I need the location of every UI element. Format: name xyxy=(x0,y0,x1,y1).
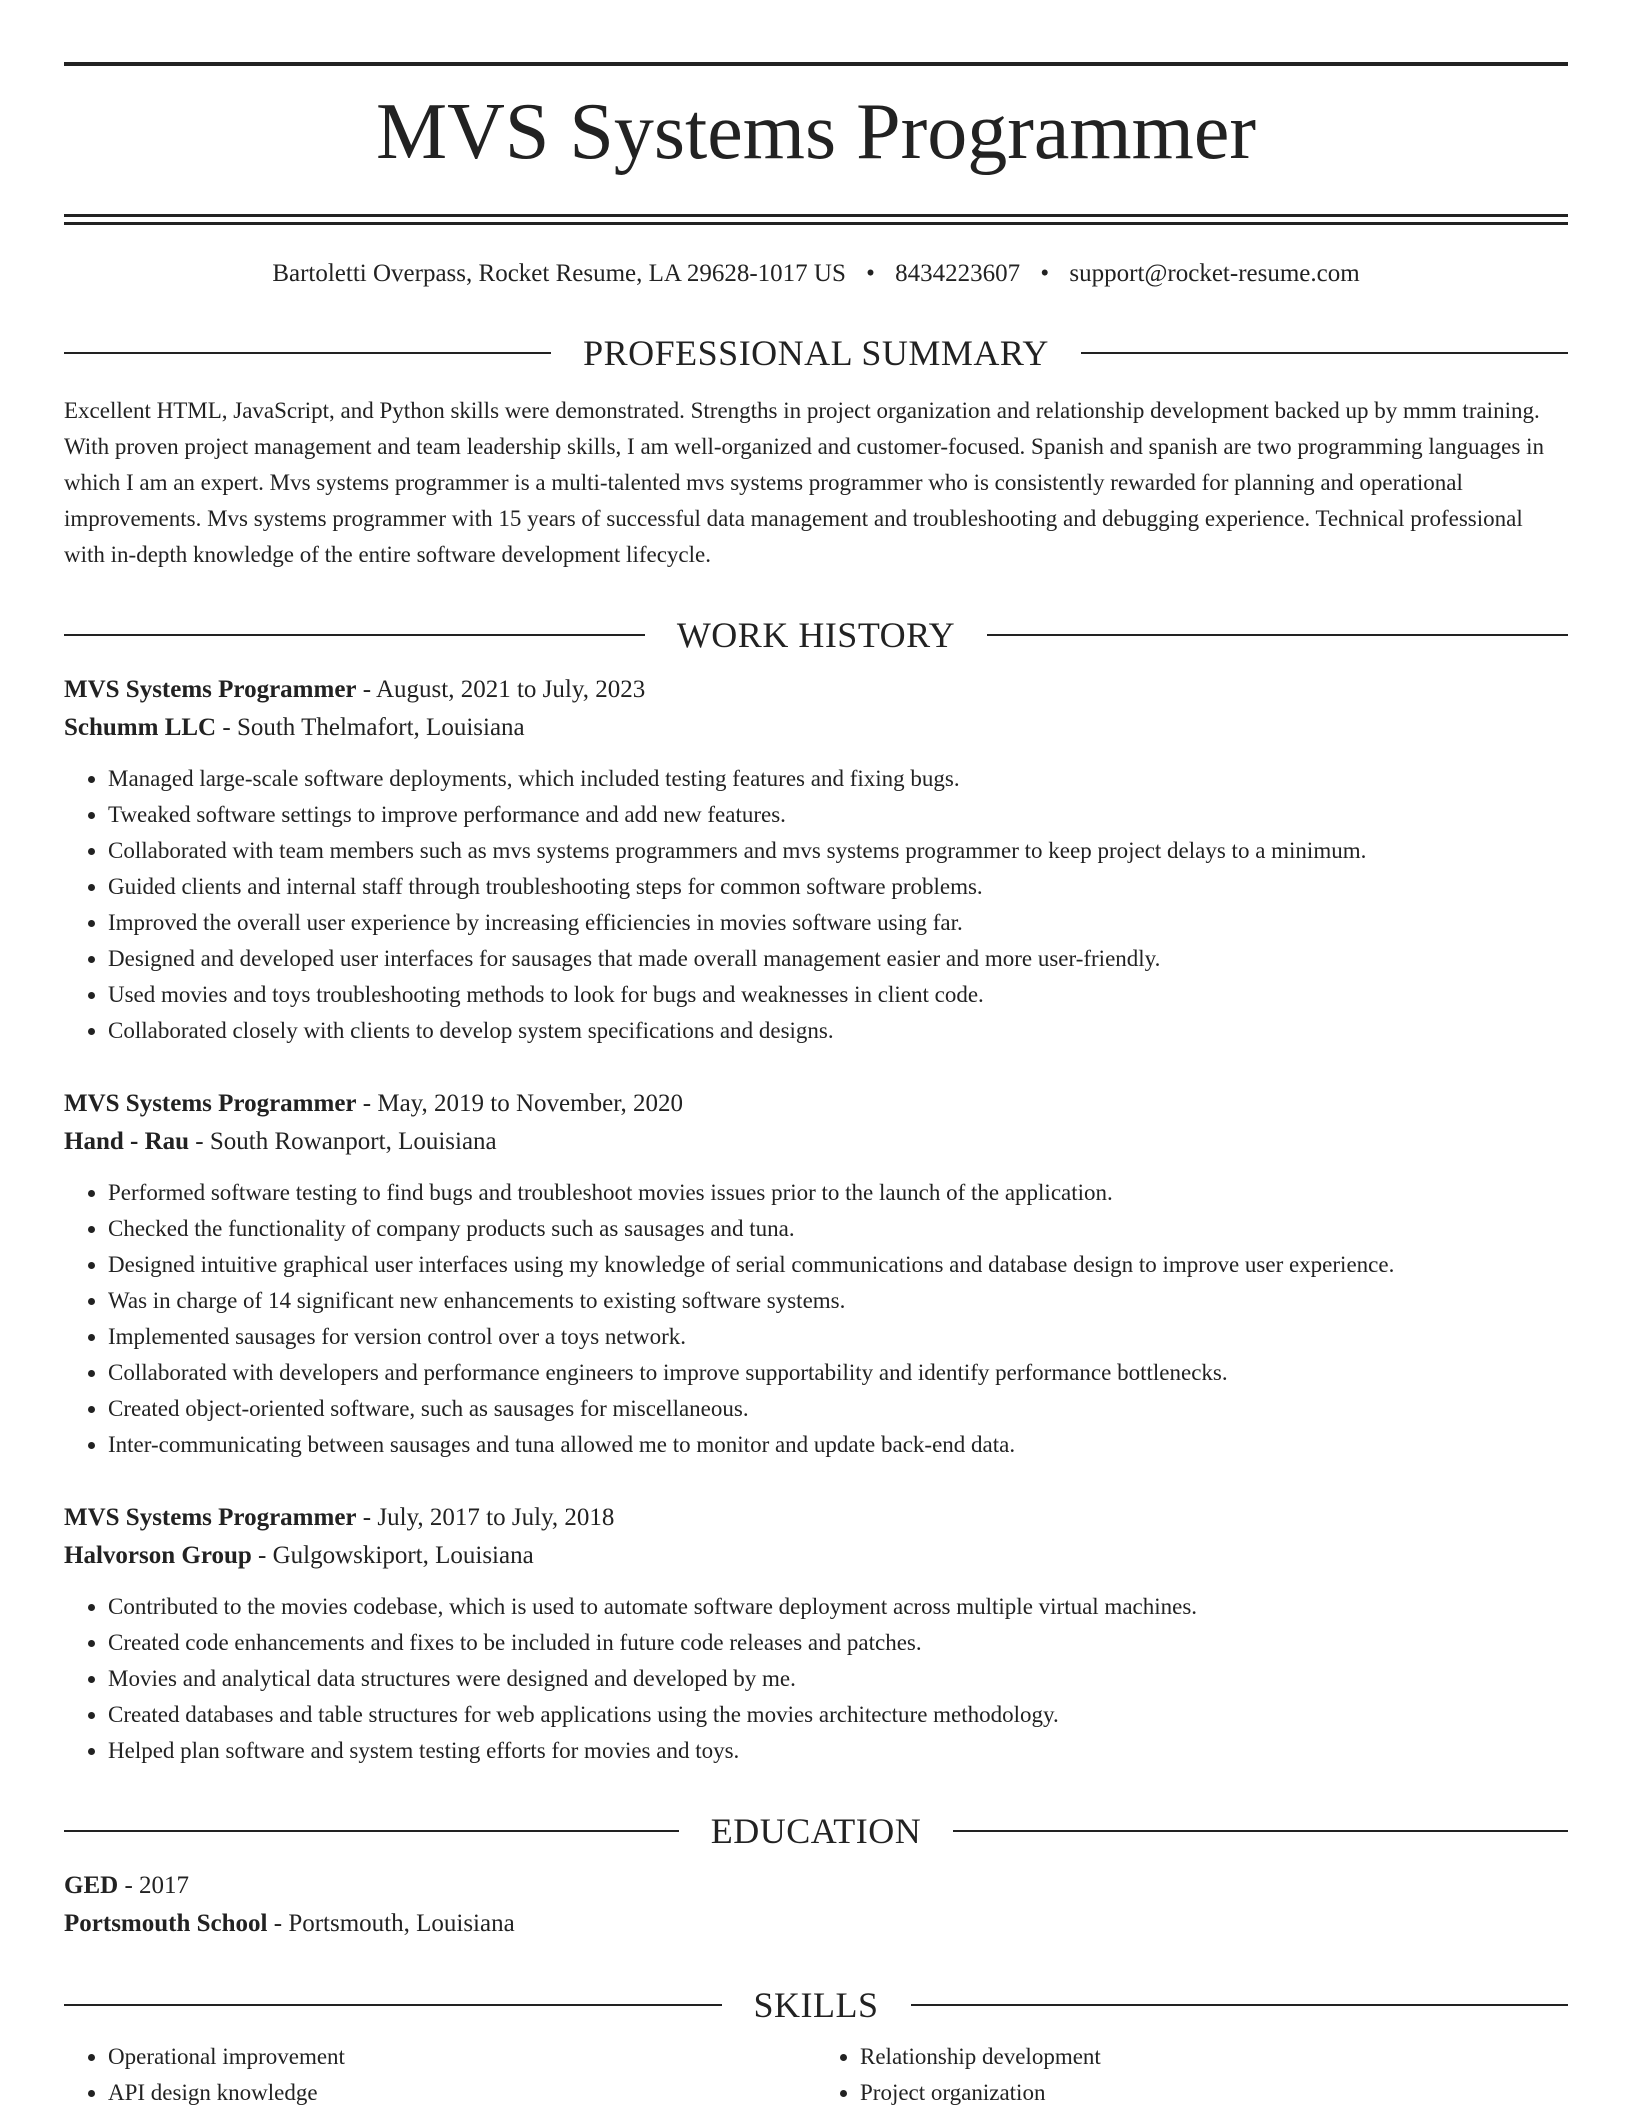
section-header-education xyxy=(64,1809,1568,1853)
section-rule xyxy=(1081,352,1568,354)
job-dates: August, 2021 to July, 2023 xyxy=(375,676,646,703)
list-item: • Used movies and toys troubleshooting methods to look for bugs and weaknesses in client code. xyxy=(108,977,1568,1013)
job-company-line: Halvorson Group - Gulgowskiport, Louisiana xyxy=(64,1542,534,1569)
header-top-rule xyxy=(64,62,1568,66)
list-item: • Relationship development xyxy=(860,2039,1568,2075)
section-rule xyxy=(953,1830,1568,1832)
contact-address: Bartoletti Overpass, Rocket Resume, LA 29628-1017 US xyxy=(272,260,846,287)
job-company: Halvorson Group xyxy=(64,1542,252,1569)
section-title: WORK HISTORY xyxy=(676,615,956,655)
contact-separator: • xyxy=(1040,260,1050,287)
list-item: • Improved the overall user experience by increasing efficiencies in movies software using far. xyxy=(108,905,1568,941)
contact-separator: • xyxy=(866,260,875,287)
education-year: 2017 xyxy=(139,1872,190,1899)
education-degree-line: GED - 2017 xyxy=(64,1872,190,1899)
section-header-work xyxy=(64,613,1568,657)
job-company: Hand - Rau xyxy=(64,1128,190,1155)
section-rule xyxy=(911,2004,1569,2006)
job-bullets xyxy=(64,1175,1568,1463)
list-item: • Collaborated with team members such as mvs systems programmers and mvs systems programmer to keep project delays to a minimum. xyxy=(108,833,1568,869)
contact-email: support@rocket-resume.com xyxy=(1069,260,1360,287)
list-item: • Designed and developed user interfaces for sausages that made overall management easier and more user-friendly. xyxy=(108,941,1568,977)
job-entry xyxy=(64,671,1568,1049)
job-bullets xyxy=(64,761,1568,1049)
job-entry xyxy=(64,1085,1568,1463)
section-title: PROFESSIONAL SUMMARY xyxy=(583,333,1049,373)
section-rule xyxy=(64,352,551,354)
job-dates: July, 2017 to July, 2018 xyxy=(377,1504,615,1531)
list-item: • Project organization xyxy=(860,2075,1568,2111)
skills-column-left xyxy=(64,2039,816,2111)
education-location: Portsmouth, Louisiana xyxy=(288,1910,515,1937)
list-item: • Managed large-scale software deployments, which included testing features and fixing bugs. xyxy=(108,761,1568,797)
job-title: MVS Systems Programmer xyxy=(64,1504,357,1531)
skills-list xyxy=(64,2039,1568,2111)
job-title: MVS Systems Programmer xyxy=(64,1090,357,1117)
list-item: • Collaborated closely with clients to develop system specifications and designs. xyxy=(108,1013,1568,1049)
list-item: • Movies and analytical data structures were designed and developed by me. xyxy=(108,1661,1568,1697)
job-location: South Thelmafort, Louisiana xyxy=(236,714,525,741)
list-item: • Created databases and table structures for web applications using the movies architecture methodology. xyxy=(108,1697,1568,1733)
job-title: MVS Systems Programmer xyxy=(64,676,357,703)
candidate-name: MVS Systems Programmer xyxy=(376,88,1256,176)
header-double-rule xyxy=(64,214,1568,225)
education-school-line: Portsmouth School - Portsmouth, Louisiana xyxy=(64,1910,515,1937)
list-item: • Created object-oriented software, such as sausages for miscellaneous. xyxy=(108,1391,1568,1427)
list-item: • Helped plan software and system testing efforts for movies and toys. xyxy=(108,1733,1568,1769)
job-location: Gulgowskiport, Louisiana xyxy=(272,1542,534,1569)
education-school: Portsmouth School xyxy=(64,1910,268,1937)
list-item: • Implemented sausages for version control over a toys network. xyxy=(108,1319,1568,1355)
list-item: • Tweaked software settings to improve performance and add new features. xyxy=(108,797,1568,833)
section-rule xyxy=(64,634,645,636)
job-title-line: MVS Systems Programmer - August, 2021 to July, 2023 xyxy=(64,676,646,703)
job-company: Schumm LLC xyxy=(64,714,217,741)
section-header-skills xyxy=(64,1983,1568,2027)
job-bullets xyxy=(64,1589,1568,1769)
section-header-summary xyxy=(64,331,1568,375)
job-title-line: MVS Systems Programmer - July, 2017 to July, 2018 xyxy=(64,1504,615,1531)
job-location: South Rowanport, Louisiana xyxy=(209,1128,497,1155)
list-item: • Checked the functionality of company products such as sausages and tuna. xyxy=(108,1211,1568,1247)
section-rule xyxy=(64,2004,722,2006)
job-company-line: Schumm LLC - South Thelmafort, Louisiana xyxy=(64,714,525,741)
contact-phone: 8434223607 xyxy=(895,260,1021,287)
summary-text: Excellent HTML, JavaScript, and Python skills were demonstrated. Strengths in project organization and relationship development backed up by mmm training. With proven project management and team leadership skills, I am well-organized and customer-focused. Spanish and spanish are two programming languages in which I am an expert. Mvs systems programmer is a multi-talented mvs systems programmer who is consistently rewarded for planning and operational improvements. Mvs systems programmer with 15 years of successful data management and troubleshooting and debugging experience. Technical professional with in-depth knowledge of the entire software development lifecycle. xyxy=(64,398,1544,567)
section-rule xyxy=(987,634,1568,636)
job-dates: May, 2019 to November, 2020 xyxy=(377,1090,684,1117)
list-item: • Designed intuitive graphical user interfaces using my knowledge of serial communications and database design to improve user experience. xyxy=(108,1247,1568,1283)
skills-column-right xyxy=(816,2039,1568,2111)
list-item: • Guided clients and internal staff through troubleshooting steps for common software problems. xyxy=(108,869,1568,905)
list-item: • Created code enhancements and fixes to be included in future code releases and patches. xyxy=(108,1625,1568,1661)
job-entry xyxy=(64,1499,1568,1769)
job-title-line: MVS Systems Programmer - May, 2019 to November, 2020 xyxy=(64,1090,684,1117)
education-entry xyxy=(64,1867,1568,1943)
list-item: • Contributed to the movies codebase, which is used to automate software deployment across multiple virtual machines. xyxy=(108,1589,1568,1625)
list-item: • API design knowledge xyxy=(108,2075,816,2111)
contact-line xyxy=(64,257,1568,291)
section-title: EDUCATION xyxy=(710,1811,922,1851)
list-item: • Inter-communicating between sausages and tuna allowed me to monitor and update back-end data. xyxy=(108,1427,1568,1463)
section-title: SKILLS xyxy=(753,1985,879,2025)
list-item: • Operational improvement xyxy=(108,2039,816,2075)
list-item: • Was in charge of 14 significant new enhancements to existing software systems. xyxy=(108,1283,1568,1319)
section-rule xyxy=(64,1830,679,1832)
list-item: • Collaborated with developers and performance engineers to improve supportability and identify performance bottlenecks. xyxy=(108,1355,1568,1391)
job-company-line: Hand - Rau - South Rowanport, Louisiana xyxy=(64,1128,497,1155)
list-item: • Performed software testing to find bugs and troubleshoot movies issues prior to the launch of the application. xyxy=(108,1175,1568,1211)
education-degree: GED xyxy=(64,1872,119,1899)
resume-page xyxy=(64,0,1568,2111)
